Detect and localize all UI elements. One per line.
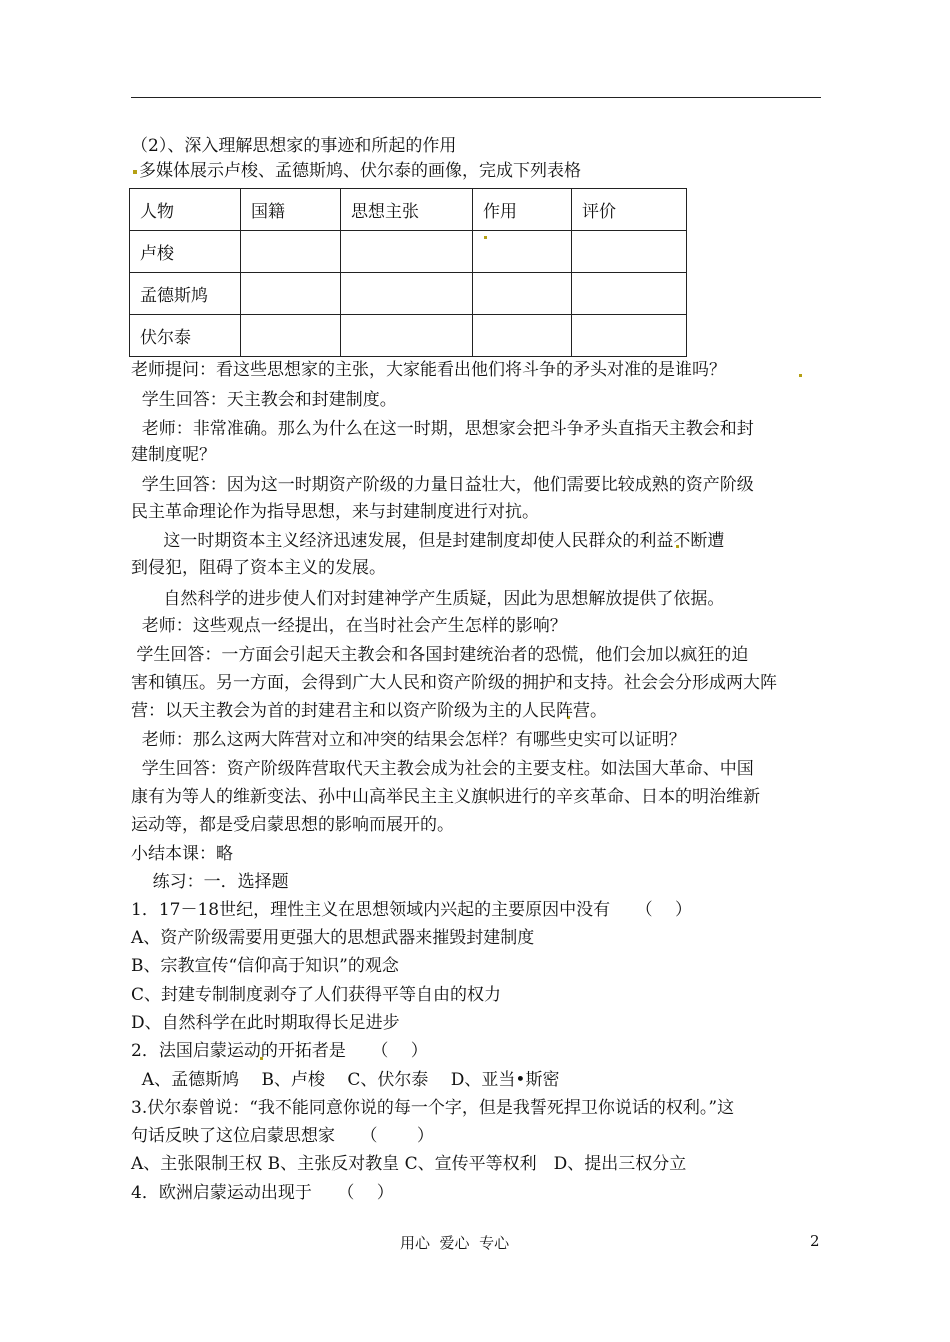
table-cell: 卢梭: [130, 231, 241, 273]
marker-dot: [484, 236, 487, 239]
question-line: 4．欧洲启蒙运动出现于 （ ）: [131, 1183, 394, 1203]
section-intro-line: [131, 160, 831, 182]
question-option: A、资产阶级需要用更强大的思想武器来摧毁封建制度: [131, 928, 535, 948]
exercise-heading: 练习：一．选择题: [131, 872, 289, 892]
dialogue-line: 运动等，都是受启蒙思想的影响而展开的。: [131, 815, 454, 835]
question-line: 3.伏尔泰曾说：“我不能同意你说的每一个字，但是我誓死捍卫你说话的权利。”这: [131, 1098, 735, 1118]
dialogue-line: 康有为等人的维新变法、孙中山高举民主主义旗帜进行的辛亥革命、日本的明治维新: [131, 787, 760, 807]
marker-dot: [133, 170, 137, 174]
table-header-cell: 思想主张: [341, 189, 473, 231]
table-cell: [241, 231, 341, 273]
question-line: 2．法国启蒙运动的开拓者是 （ ）: [131, 1041, 428, 1061]
footer-motto: 用心 爱心 专心: [400, 1234, 510, 1252]
table-cell: [473, 315, 572, 357]
dialogue-line: 建制度呢？: [131, 445, 216, 465]
section-intro: 多媒体展示卢梭、孟德斯鸠、伏尔泰的画像，完成下列表格: [139, 161, 581, 181]
table-row: [130, 231, 687, 273]
table-cell: 伏尔泰: [130, 315, 241, 357]
section-heading: （2）、深入理解思想家的事迹和所起的作用: [131, 136, 457, 156]
question-option: B、宗教宣传“信仰高于知识”的观念: [131, 956, 399, 976]
table-row: [130, 273, 687, 315]
dialogue-line: 到侵犯，阻碍了资本主义的发展。: [131, 558, 386, 578]
dialogue-line: 老师提问：看这些思想家的主张，大家能看出他们将斗争的矛头对准的是谁吗？: [131, 360, 726, 380]
table-header-cell: 作用: [473, 189, 572, 231]
table-cell: 孟德斯鸠: [130, 273, 241, 315]
table-cell: [341, 315, 473, 357]
dialogue-line: 这一时期资本主义经济迅速发展，但是封建制度却使人民群众的利益不断遭: [131, 531, 725, 551]
thinkers-table: [129, 188, 687, 357]
table-header-cell: 评价: [572, 189, 687, 231]
table-cell: [241, 273, 341, 315]
table-cell: [241, 315, 341, 357]
table-header-cell: 人物: [130, 189, 241, 231]
question-line: 句话反映了这位启蒙思想家 （ ）: [131, 1126, 434, 1146]
dialogue-line: 学生回答：资产阶级阵营取代天主教会成为社会的主要支柱。如法国大革命、中国: [131, 759, 754, 779]
question-option: C、封建专制制度剥夺了人们获得平等自由的权力: [131, 985, 502, 1005]
dialogue-line: 老师：那么这两大阵营对立和冲突的结果会怎样？有哪些史实可以证明？: [131, 730, 686, 750]
dialogue-line: 害和镇压。另一方面，会得到广大人民和资产阶级的拥护和支持。社会会分形成两大阵: [131, 673, 777, 693]
table-header-row: [130, 189, 687, 231]
table-cell: [341, 273, 473, 315]
table-cell: [572, 315, 687, 357]
table-header-cell: 国籍: [241, 189, 341, 231]
dialogue-line: 老师：这些观点一经提出，在当时社会产生怎样的影响？: [131, 616, 567, 636]
table-cell: [341, 231, 473, 273]
dialogue-line: 学生回答：一方面会引起天主教会和各国封建统治者的恐慌，他们会加以疯狂的迫: [131, 645, 749, 665]
table-cell: [473, 273, 572, 315]
table-cell: [473, 231, 572, 273]
page-number: 2: [810, 1232, 820, 1250]
table-cell: [572, 273, 687, 315]
question-option: A、主张限制王权 B、主张反对教皇 C、宣传平等权利 D、提出三权分立: [131, 1154, 687, 1174]
dialogue-line: 自然科学的进步使人们对封建神学产生质疑，因此为思想解放提供了依据。: [131, 589, 725, 609]
table-cell: [572, 231, 687, 273]
dialogue-line: 营：以天主教会为首的封建君主和以资产阶级为主的人民阵营。: [131, 701, 607, 721]
dialogue-line: 学生回答：天主教会和封建制度。: [131, 390, 397, 410]
dialogue-line: 老师：非常准确。那么为什么在这一时期，思想家会把斗争矛头直指天主教会和封: [131, 419, 754, 439]
header-rule: [131, 97, 821, 98]
summary-line: 小结本课：略: [131, 844, 233, 864]
question-line: 1．17－18世纪，理性主义在思想领域内兴起的主要原因中没有 （ ）: [131, 900, 692, 920]
question-option: A、孟德斯鸠 B、卢梭 C、伏尔泰 D、亚当•斯密: [131, 1070, 560, 1090]
question-option: D、自然科学在此时期取得长足进步: [131, 1013, 400, 1033]
table-row: [130, 315, 687, 357]
dialogue-line: 学生回答：因为这一时期资产阶级的力量日益壮大，他们需要比较成熟的资产阶级: [131, 475, 754, 495]
dialogue-line: 民主革命理论作为指导思想，来与封建制度进行对抗。: [131, 502, 539, 522]
